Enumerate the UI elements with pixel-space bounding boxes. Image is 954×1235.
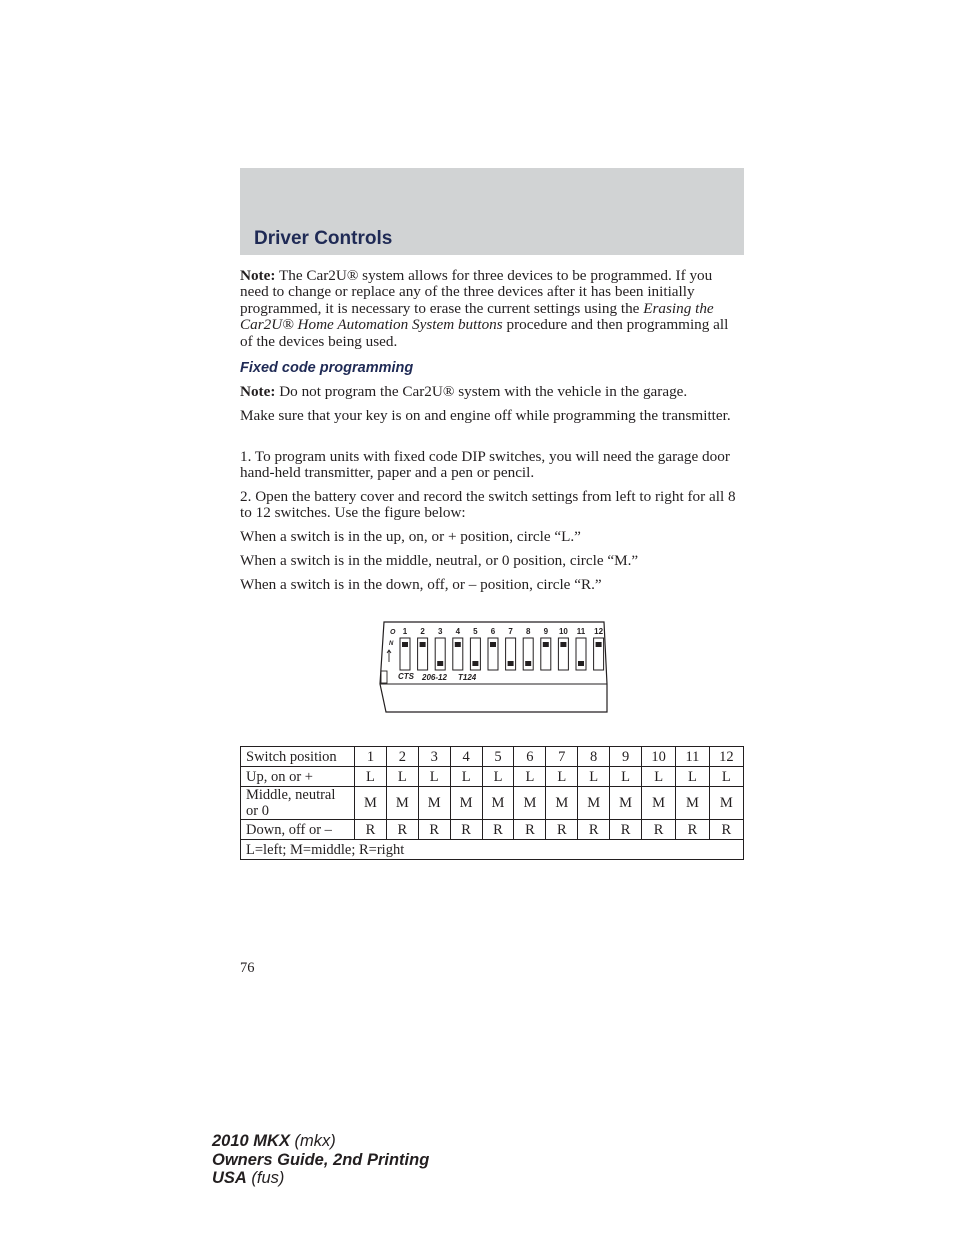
table-cell: L <box>514 767 546 787</box>
table-cell: R <box>676 820 709 840</box>
note-paragraph-2 <box>240 384 744 400</box>
switch-number-label: 5 <box>473 627 478 636</box>
table-cell: M <box>386 787 418 820</box>
note-text: Do not program the Car2U® system with the vehicle in the garage. <box>275 383 688 400</box>
paragraph-make-sure: Make sure that your key is on and engine off while programming the transmitter. <box>240 407 731 424</box>
table-cell: M <box>676 787 709 820</box>
footer <box>212 1132 429 1188</box>
table-cell: L <box>418 767 450 787</box>
note-label: Note: <box>240 267 276 284</box>
row-label: Middle, neutral or 0 <box>241 787 355 820</box>
note-paragraph-1 <box>240 268 744 350</box>
table-cell: M <box>355 787 387 820</box>
table-cell: M <box>482 787 514 820</box>
table-cell: R <box>610 820 642 840</box>
switch-knob <box>596 642 602 647</box>
table-header-cell: Switch position <box>241 747 355 767</box>
switch-number-label: 12 <box>594 627 604 636</box>
switch-number-label: 1 <box>402 627 408 636</box>
footer-line-3: USA (fus) <box>212 1169 285 1187</box>
row-label: Down, off or – <box>241 820 355 840</box>
side-label-o: O <box>390 629 396 636</box>
table-cell: M <box>642 787 676 820</box>
table-cell: R <box>418 820 450 840</box>
footer-line-2: Owners Guide, 2nd Printing <box>212 1150 430 1169</box>
table-cell: R <box>709 820 743 840</box>
table-header-cell: 12 <box>709 747 743 767</box>
switch-number-label: 6 <box>490 627 496 636</box>
switch-knob <box>578 661 584 666</box>
table-cell: L <box>642 767 676 787</box>
table-row <box>241 820 744 840</box>
paragraph-step-2: 2. Open the battery cover and record the switch settings from left to right for all 8 to 12 switches. Use the figure below: <box>240 488 736 522</box>
table-header-row <box>241 747 744 767</box>
table-row <box>241 787 744 820</box>
paragraph-step-1: 1. To program units with fixed code DIP switches, you will need the garage door hand-held transmitter, paper and a pen or pencil. <box>240 448 730 482</box>
switch-knob <box>420 642 426 647</box>
label-cts: CTS <box>398 672 414 681</box>
table-cell: M <box>578 787 610 820</box>
section-title: Driver Controls <box>254 228 393 249</box>
switch-knob <box>455 642 461 647</box>
switch-number-label: 10 <box>558 627 568 636</box>
switch-number-label: 7 <box>508 627 513 636</box>
table-cell: R <box>578 820 610 840</box>
switch-knob <box>437 661 443 666</box>
table-legend: L=left; M=middle; R=right <box>241 840 744 860</box>
switch-number-label: 9 <box>543 627 549 636</box>
table-cell: R <box>546 820 578 840</box>
table-cell: R <box>386 820 418 840</box>
table-cell: M <box>450 787 482 820</box>
switch-knob <box>543 642 549 647</box>
table-cell: L <box>546 767 578 787</box>
table-cell: M <box>610 787 642 820</box>
switch-knob <box>472 661 478 666</box>
switch-knob <box>402 642 408 647</box>
table-header-cell: 5 <box>482 747 514 767</box>
table-header-cell: 11 <box>676 747 709 767</box>
table-cell: R <box>482 820 514 840</box>
switch-number-label: 2 <box>420 627 425 636</box>
switch-number-label: 3 <box>437 627 443 636</box>
table-header-cell: 6 <box>514 747 546 767</box>
label-code: T124 <box>458 673 477 682</box>
table-cell: R <box>355 820 387 840</box>
switch-number-label: 4 <box>455 627 461 636</box>
table-header-cell: 4 <box>450 747 482 767</box>
table-header-cell: 3 <box>418 747 450 767</box>
table-cell: L <box>676 767 709 787</box>
table-cell: L <box>482 767 514 787</box>
table-cell: R <box>450 820 482 840</box>
switch-settings-table <box>240 746 744 860</box>
side-label-n: N <box>389 641 394 647</box>
switch-knob <box>490 642 496 647</box>
table-legend-row <box>241 840 744 860</box>
table-cell: M <box>514 787 546 820</box>
page-number: 76 <box>240 960 255 976</box>
table-header-cell: 7 <box>546 747 578 767</box>
note-text-b: procedure and then programming all of the devices being used. <box>240 316 729 350</box>
table-cell: M <box>546 787 578 820</box>
switch-knob <box>525 661 531 666</box>
table-cell: L <box>386 767 418 787</box>
table-cell: R <box>642 820 676 840</box>
label-part-number: 206-12 <box>422 673 447 682</box>
note-label: Note: <box>240 383 276 400</box>
table-cell: M <box>418 787 450 820</box>
row-label: Up, on or + <box>241 767 355 787</box>
table-cell: L <box>709 767 743 787</box>
table-header-cell: 8 <box>578 747 610 767</box>
paragraph-down: When a switch is in the down, off, or – position, circle “R.” <box>240 576 602 593</box>
footer-line-1: 2010 MKX (mkx) <box>212 1132 336 1150</box>
table-cell: L <box>610 767 642 787</box>
table-row <box>241 767 744 787</box>
switch-number-label: 11 <box>576 627 586 636</box>
switch-knob <box>508 661 514 666</box>
paragraph-up: When a switch is in the up, on, or + position, circle “L.” <box>240 528 581 545</box>
table-header-cell: 9 <box>610 747 642 767</box>
table-header-cell: 1 <box>355 747 387 767</box>
table-cell: L <box>578 767 610 787</box>
table-cell: L <box>450 767 482 787</box>
subheading-fixed-code: Fixed code programming <box>240 360 414 376</box>
dip-switch-figure <box>378 618 612 718</box>
procedure-reference: Erasing the Car2U® Home Automation System buttons <box>240 299 714 334</box>
switch-knob <box>560 642 566 647</box>
table-header-cell: 10 <box>642 747 676 767</box>
table-header-cell: 2 <box>386 747 418 767</box>
table-cell: R <box>514 820 546 840</box>
switch-number-label: 8 <box>525 627 531 636</box>
paragraph-middle: When a switch is in the middle, neutral, or 0 position, circle “M.” <box>240 552 639 569</box>
note-text-a: The Car2U® system allows for three devices to be programmed. If you need to change or replace any of the three devices after it has been initially programmed, it is necessary to erase the current settings using the <box>240 267 713 317</box>
table-cell: L <box>355 767 387 787</box>
table-cell: M <box>709 787 743 820</box>
